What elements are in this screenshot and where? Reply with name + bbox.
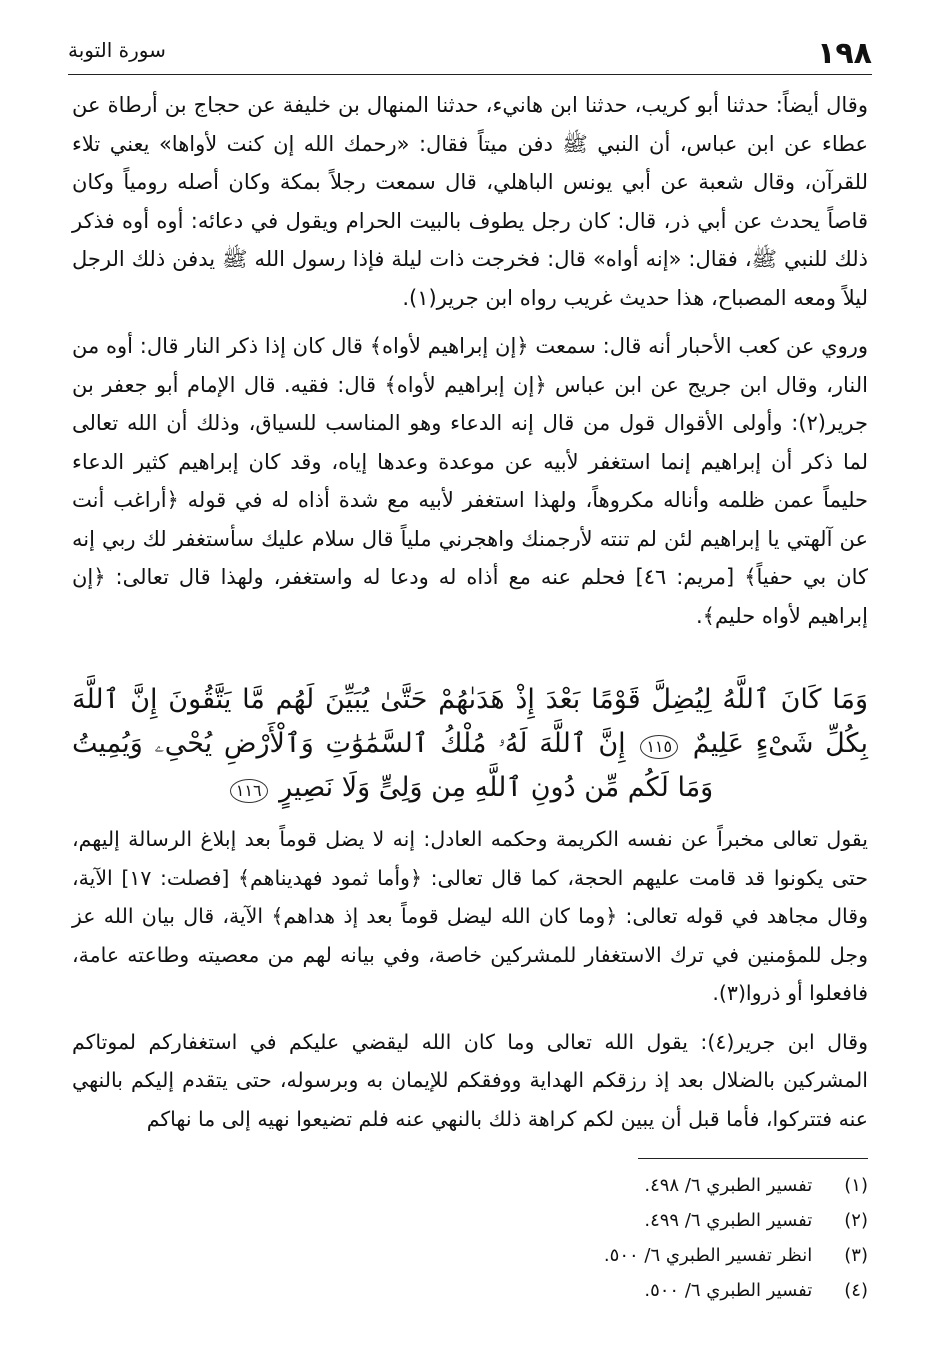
footnote-number: (٢) <box>844 1210 868 1231</box>
footnotes <box>300 1168 868 1308</box>
footnote-text: تفسير الطبري ٦/ ٤٩٩. <box>644 1210 813 1231</box>
verse-number-115: ١١٥ <box>640 735 678 759</box>
paragraph-ibn-jarir: وقال ابن جرير(٤): يقول الله تعالى وما كان الله ليقضي عليكم في استغفاركم لموتاكم المشركين بالضلال بعد إذ رزقكم الهداية ووفقكم للإيمان به وبرسوله، حتى يتقدم إليكم بالنهي عنه فتتركوا، فأما قبل أن يبين لكم كراهة ذلك بالنهي عنه فلم تضيعوا نهيه إلى ما نهاكم <box>72 1029 868 1131</box>
quran-verse <box>72 678 868 810</box>
paragraph-kaab: وروي عن كعب الأحبار أنه قال: سمعت ﴿إن إبراهيم لأواه﴾ قال كان إذا ذكر النار قال: أوه من النار، وقال ابن جريج عن ابن عباس ﴿إن إبراهيم لأواه﴾ قال: فقيه. قال الإمام أبو جعفر بن جرير(٢): وأولى الأقوال قول من قال إنه الدعاء وهو المناسب للسياق، وذلك أن الله تعالى لما ذكر أن إبراهيم إنما استغفر لأبيه عن موعدة وعدها إياه، وقد كان إبراهيم كثير الدعاء حليماً عمن ظلمه وأناله مكروهاً، ولهذا استغفر لأبيه مع شدة أذاه له في قوله ﴿أراغب أنت عن آلهتي يا إبراهيم لئن لم تنته لأرجمنك واهجرني ملياً قال سلام عليك سأستغفر لك ربي إنه كان بي حفياً﴾ [مريم: ٤٦] فحلم عنه مع أذاه له ودعا له واستغفر، ولهذا قال تعالى: ﴿إن إبراهيم لأواه حليم﴾. <box>72 334 869 628</box>
page-number: ١٩٨ <box>817 36 872 71</box>
paragraph-hadith: وقال أيضاً: حدثنا أبو كريب، حدثنا ابن هانيء، حدثنا المنهال بن خليفة عن حجاج بن أرطاة عن عطاء عن ابن عباس، أن النبي ﷺ دفن ميتاً فقال: «رحمك الله إن كنت لأواها» يعني تلاء للقرآن، وقال شعبة عن أبي يونس الباهلي، قال سمعت رجلاً بمكة وكان أصله رومياً وكان قاصاً يحدث عن أبي ذر، قال: كان رجل يطوف بالبيت الحرام ويقول في دعائه: أوه أوه فذكر ذلك للنبي ﷺ، فقال: «إنه أواه» قال: فخرجت ذات ليلة فإذا رسول الله ﷺ يدفن ذلك الرجل ليلاً ومعه المصباح، هذا حديث غريب رواه ابن جرير(١). <box>72 93 868 310</box>
page-header <box>68 30 872 75</box>
verse-text-116: إِنَّ ٱللَّهَ لَهُۥ مُلْكُ ٱلسَّمَٰوَٰتِ وَٱلْأَرْضِ يُحْىِۦ وَيُمِيتُ وَمَا لَكُم مِّن دُونِ ٱللَّهِ مِن وَلِىٍّ وَلَا نَصِيرٍ <box>72 728 714 803</box>
footnote-item <box>300 1168 868 1203</box>
surah-name: سورة التوبة <box>68 38 166 62</box>
footnote-text: تفسير الطبري ٦/ ٤٩٨. <box>644 1175 813 1196</box>
footnote-text: تفسير الطبري ٦/ ٥٠٠. <box>644 1280 813 1301</box>
paragraph-tafsir: يقول تعالى مخبراً عن نفسه الكريمة وحكمه العادل: إنه لا يضل قوماً بعد إبلاغ الرسالة إليهم، حتى يكونوا قد قامت عليهم الحجة، كما قال تعالى: ﴿وأما ثمود فهديناهم﴾ [فصلت: ١٧] الآية، وقال مجاهد في قوله تعالى: ﴿وما كان الله ليضل قوماً بعد إذ هداهم﴾ الآية، قال بيان الله عز وجل للمؤمنين في ترك الاستغفار للمشركين خاصة، وفي بيانه لهم من معصيته وطاعته عامة، فافعلوا أو ذروا(٣). <box>72 827 869 1005</box>
footnote-item <box>300 1238 868 1273</box>
footnote-text: انظر تفسير الطبري ٦/ ٥٠٠. <box>603 1245 813 1266</box>
footnote-item <box>300 1203 868 1238</box>
footnote-item <box>300 1273 868 1308</box>
footnote-divider <box>638 1158 868 1159</box>
verse-text-115: وَمَا كَانَ ٱللَّهُ لِيُضِلَّ قَوْمًا بَعْدَ إِذْ هَدَىٰهُمْ حَتَّىٰ يُبَيِّنَ لَهُم مَّا يَتَّقُونَ إِنَّ ٱللَّهَ بِكُلِّ شَىْءٍ عَلِيمٌ <box>72 684 868 759</box>
footnote-number: (١) <box>844 1175 868 1196</box>
footnote-number: (٤) <box>844 1280 868 1301</box>
body-text-top <box>72 86 868 645</box>
verse-number-116: ١١٦ <box>230 779 268 803</box>
footnote-number: (٣) <box>844 1245 868 1266</box>
body-text-bottom <box>72 820 868 1148</box>
